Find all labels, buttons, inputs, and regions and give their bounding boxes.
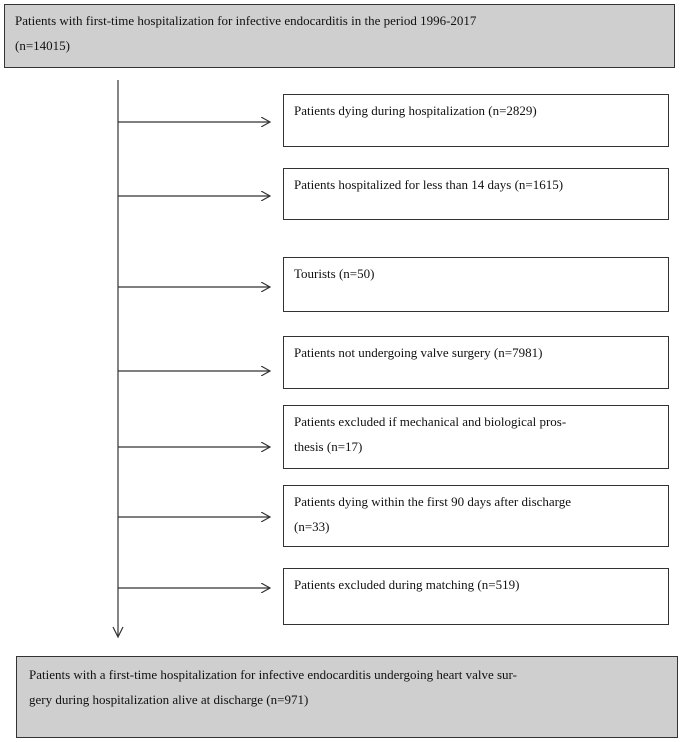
initial-cohort-line2: (n=14015) [15,38,70,53]
exclusion-text-4: Patients not undergoing valve surgery (n=7981) [294,345,543,360]
exclusion-text-3: Tourists (n=50) [294,266,375,281]
exclusion-box-2 [283,168,669,220]
exclusion-box-6 [283,485,669,547]
exclusion-text-7: Patients excluded during matching (n=519) [294,577,520,592]
exclusion-text-6a: Patients dying within the first 90 days after discharge [294,494,572,509]
exclusion-box-4 [283,336,669,389]
final-cohort-line2: gery during hospitalization alive at discharge (n=971) [29,692,309,707]
exclusion-box-7 [283,568,669,625]
initial-cohort-line1: Patients with first-time hospitalization for infective endocarditis in the period 1996-2017 [15,13,477,28]
final-cohort-box [16,656,678,738]
exclusion-box-5 [283,405,669,469]
exclusion-text-5b: thesis (n=17) [294,439,363,454]
exclusion-text-2: Patients hospitalized for less than 14 days (n=1615) [294,177,564,192]
exclusion-text-6b: (n=33) [294,519,330,534]
exclusion-box-1 [283,94,669,147]
final-cohort-line1: Patients with a first-time hospitalization for infective endocarditis undergoing heart valve sur- [29,667,517,682]
exclusion-text-1: Patients dying during hospitalization (n=2829) [294,103,537,118]
initial-cohort-box [4,4,675,68]
exclusion-box-3 [283,257,669,312]
exclusion-text-5a: Patients excluded if mechanical and biological pros- [294,414,567,429]
